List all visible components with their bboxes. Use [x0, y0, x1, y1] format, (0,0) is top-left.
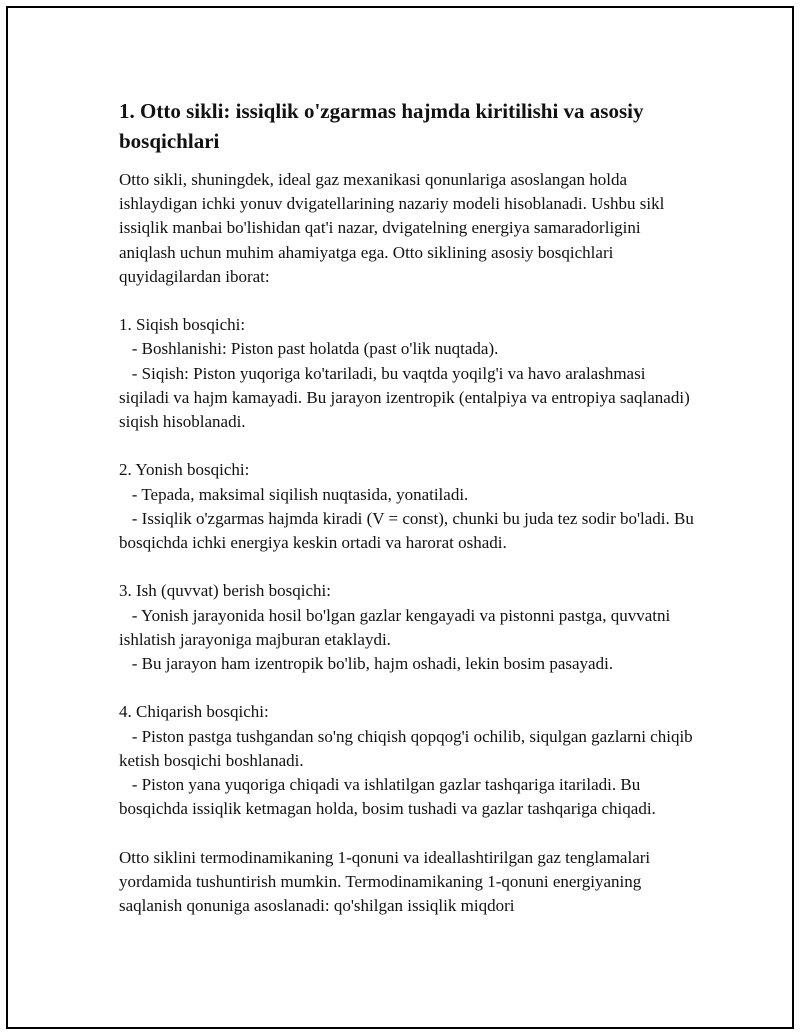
page-frame	[6, 6, 794, 1029]
stage-3-title: 3. Ish (quvvat) berish bosqichi:	[119, 581, 331, 601]
stage-3-item-2: - Bu jarayon ham izentropik bo'lib, hajm oshadi, lekin bosim pasayadi.	[119, 654, 614, 674]
closing-paragraph: Otto siklini termodinamikaning 1-qonuni va ideallashtirilgan gaz tenglamalari yordamida tushuntirish mumkin. Termodinamikaning 1-qonuni energiyaning saqlanish qonuniga asoslanadi: qo'shilgan issiqlik miqdori	[119, 847, 651, 916]
stage-2-item-2: - Issiqlik o'zgarmas hajmda kiradi (V = const), chunki bu juda tez sodir bo'ladi. Bu bosqichda ichki energiya keskin ortadi va harorat oshadi.	[119, 508, 699, 553]
document-body	[119, 96, 699, 918]
stage-2-item-1: - Tepada, maksimal siqilish nuqtasida, yonatiladi.	[119, 484, 469, 504]
stage-4-item-2: - Piston yana yuqoriga chiqadi va ishlatilgan gazlar tashqariga itariladi. Bu bosqichda issiqlik ketmagan holda, bosim tushadi va gazlar tashqariga chiqadi.	[119, 775, 656, 819]
stage-1	[119, 313, 699, 434]
stage-4-item-1: - Piston pastga tushgandan so'ng chiqish qopqog'i ochilib, siqulgan gazlarni chiqib ketish bosqichi boshlanadi.	[119, 726, 697, 770]
stage-1-title: 1. Siqish bosqichi:	[119, 315, 246, 335]
section-heading: 1. Otto sikli: issiqlik o'zgarmas hajmda kiritilishi va asosiy bosqichlari	[119, 99, 644, 153]
stage-4-title: 4. Chiqarish bosqichi:	[119, 702, 269, 722]
stage-2-title: 2. Yonish bosqichi:	[119, 460, 250, 480]
stage-3	[119, 579, 699, 676]
stage-3-item-1: - Yonish jarayonida hosil bo'lgan gazlar kengayadi va pistonni pastga, quvvatni ishlatish jarayoniga majburan etaklaydi.	[119, 605, 675, 649]
stage-2	[119, 458, 699, 555]
stage-1-item-2: - Siqish: Piston yuqoriga ko'tariladi, bu vaqtda yoqilg'i va havo aralashmasi siqiladi va hajm kamayadi. Bu jarayon izentropik (entalpiya va entropiya saqlanadi) siqish hisoblanadi.	[119, 363, 694, 432]
intro-paragraph: Otto sikli, shuningdek, ideal gaz mexanikasi qonunlariga asoslangan holda ishlaydigan ichki yonuv dvigatellarining nazariy modeli hisoblanadi. Ushbu sikl issiqlik manbai bo'lishidan qat'i nazar, dvigatelning energiya samaradorligini aniqlash uchun muhim ahamiyatga ega. Otto siklining asosiy bosqichlari quyidagilardan iborat:	[119, 170, 665, 286]
stage-1-item-1: - Boshlanishi: Piston past holatda (past o'lik nuqtada).	[119, 339, 499, 359]
stage-4	[119, 700, 699, 821]
